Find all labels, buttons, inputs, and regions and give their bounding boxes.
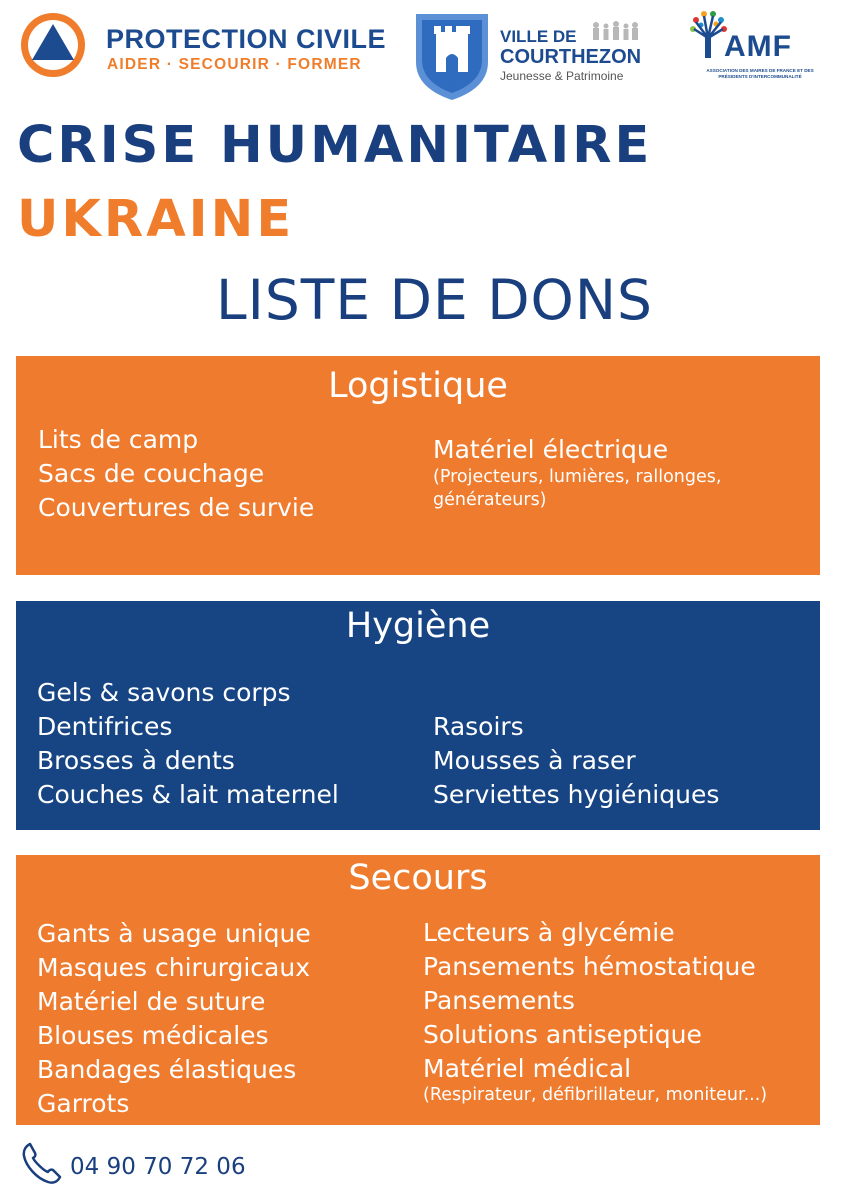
- list-item: Lecteurs à glycémie: [423, 918, 675, 947]
- list-item: Bandages élastiques: [37, 1055, 297, 1084]
- list-item: Gels & savons corps: [37, 678, 291, 707]
- protection-civile-logo: [18, 10, 387, 80]
- hygiene-right-list: [433, 710, 719, 812]
- ville-people-icon: [590, 20, 640, 42]
- list-item: Serviettes hygiéniques: [433, 780, 720, 809]
- title-liste-de-dons: LISTE DE DONS: [216, 268, 653, 332]
- logistique-right-note: [433, 466, 721, 512]
- section-logistique: [16, 356, 820, 575]
- amf-logo: [688, 10, 828, 80]
- section-title-secours: Secours: [348, 858, 488, 898]
- list-item: Rasoirs: [433, 712, 524, 741]
- hygiene-left-list: [37, 676, 339, 812]
- logistique-right-list: [433, 433, 668, 467]
- list-item: Pansements: [423, 986, 575, 1015]
- list-item: Couvertures de survie: [38, 493, 315, 522]
- title-crise-humanitaire: CRISE HUMANITAIRE: [17, 116, 653, 175]
- list-item: Sacs de couchage: [38, 459, 265, 488]
- list-item: Brosses à dents: [37, 746, 235, 775]
- amf-name: AMF: [724, 30, 792, 63]
- list-item: Matériel de suture: [37, 987, 266, 1016]
- note-line: (Projecteurs, lumières, rallonges,: [433, 467, 722, 487]
- contact-phone[interactable]: [20, 1140, 280, 1190]
- list-item: Pansements hémostatique: [423, 952, 756, 981]
- phone-icon: [20, 1140, 64, 1186]
- list-item: Garrots: [37, 1089, 130, 1118]
- protection-civile-tagline: AIDER · SECOURIR · FORMER: [107, 56, 362, 73]
- amf-subtitle: ASSOCIATION DES MAIRES DE FRANCE ET DES PRÉSIDENTS D'INTERCOMMUNALITÉ: [706, 68, 814, 79]
- section-title-hygiene: Hygiène: [345, 606, 491, 646]
- list-item: Lits de camp: [38, 425, 199, 454]
- ville-subtitle: Jeunesse & Patrimoine: [500, 69, 624, 83]
- list-item: Dentifrices: [37, 712, 173, 741]
- section-secours: [16, 855, 820, 1125]
- phone-number[interactable]: 04 90 70 72 06: [70, 1154, 246, 1180]
- list-item: Blouses médicales: [37, 1021, 269, 1050]
- list-item: Solutions antiseptique: [423, 1020, 702, 1049]
- ville-name: COURTHEZON: [500, 46, 642, 68]
- logistique-left-list: [38, 423, 314, 525]
- note-line: générateurs): [433, 490, 547, 510]
- secours-right-list: [423, 916, 756, 1086]
- list-item: Gants à usage unique: [37, 919, 311, 948]
- list-item: Couches & lait maternel: [37, 780, 339, 809]
- list-item: Mousses à raser: [433, 746, 636, 775]
- protection-civile-title: PROTECTION CIVILE: [106, 24, 387, 54]
- list-item: Masques chirurgicaux: [37, 953, 310, 982]
- list-item: Matériel électrique: [433, 435, 669, 464]
- title-ukraine: UKRAINE: [17, 190, 295, 249]
- section-title-logistique: Logistique: [328, 366, 508, 406]
- ville-label: VILLE DE: [500, 27, 577, 46]
- list-item: Matériel médical: [423, 1054, 632, 1083]
- section-hygiene: [16, 601, 820, 830]
- ville-shield-icon: [412, 10, 492, 102]
- secours-right-note: (Respirateur, défibrillateur, moniteur...): [423, 1085, 768, 1105]
- protection-civile-emblem-icon: [18, 10, 88, 80]
- secours-left-list: [37, 917, 311, 1121]
- ville-courthezon-logo: [412, 10, 652, 102]
